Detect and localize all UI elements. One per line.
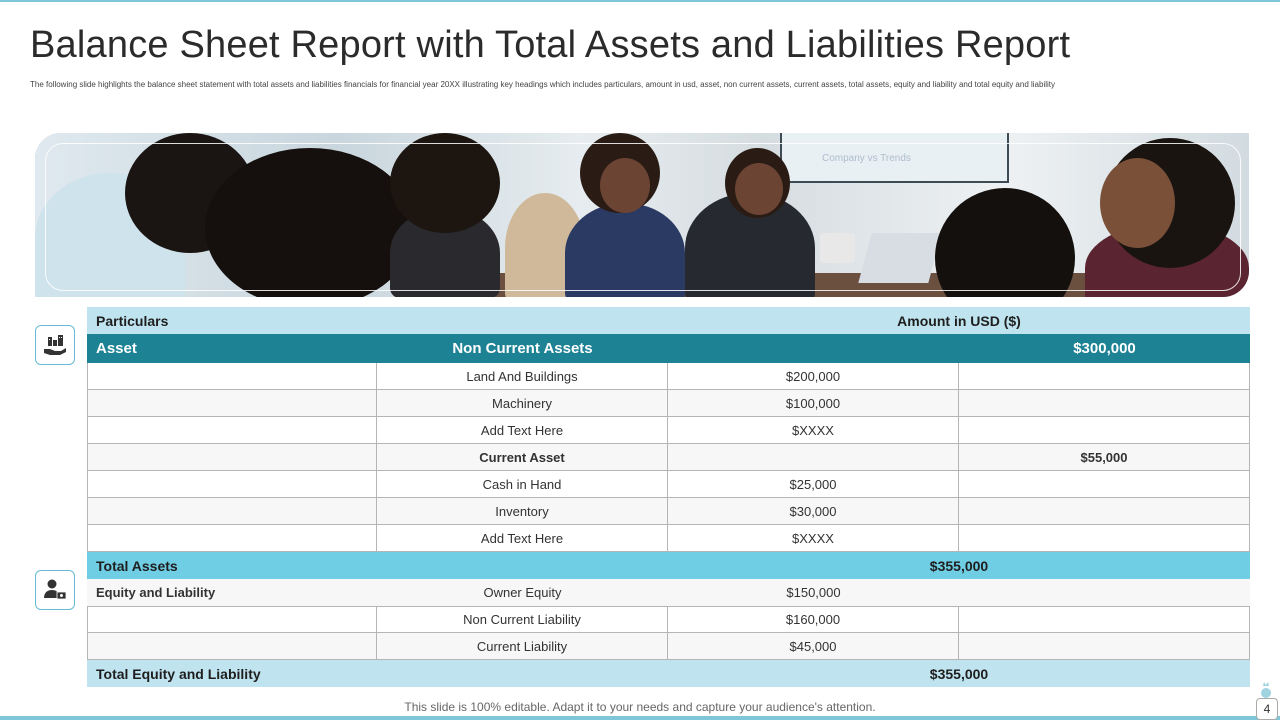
header-particulars: Particulars	[96, 312, 169, 329]
page-number: 4	[1256, 698, 1278, 720]
asset-header-row	[87, 334, 1250, 363]
row-value: $200,000	[668, 363, 959, 390]
table-row	[87, 417, 1250, 444]
hand-holding-buildings-icon	[42, 332, 68, 358]
equity-icon-box	[35, 570, 75, 610]
row-value: $160,000	[668, 606, 959, 633]
asset-icon-box	[35, 325, 75, 365]
current-asset-label: Current Asset	[377, 444, 668, 471]
total-equity-row	[87, 660, 1250, 687]
row-item: Land And Buildings	[377, 363, 668, 390]
page-subtitle: The following slide highlights the balance sheet statement with total assets and liabilities financials for financial year 20XX illustrating key headings which includes particulars, amount in usd, asset, non current assets, current assets, total assets, equity and liability and total equity and liability	[30, 80, 1055, 89]
total-assets-label: Total Assets	[96, 557, 178, 574]
table-row	[87, 525, 1250, 552]
footer-note: This slide is 100% editable. Adapt it to your needs and capture your audience's attention.	[404, 700, 876, 714]
asset-label: Asset	[96, 340, 137, 357]
person-with-money-icon	[42, 577, 68, 603]
header-amount: Amount in USD ($)	[897, 312, 1021, 329]
row-item: Current Liability	[377, 633, 668, 660]
bottom-accent-line	[0, 716, 1280, 720]
screen-text: Company vs Trends	[822, 153, 911, 164]
row-value: $XXXX	[668, 417, 959, 444]
current-asset-total: $55,000	[959, 444, 1250, 471]
meeting-photo-banner	[35, 133, 1249, 297]
table-row	[87, 498, 1250, 525]
banner-outline	[45, 143, 1241, 291]
table-row	[87, 471, 1250, 498]
row-value: $150,000	[786, 585, 841, 600]
balance-sheet-table	[87, 307, 1250, 687]
row-item: Non Current Liability	[377, 606, 668, 633]
total-assets-row	[87, 552, 1250, 579]
row-value: $45,000	[668, 633, 959, 660]
row-item: Add Text Here	[377, 525, 668, 552]
row-value: $25,000	[668, 471, 959, 498]
row-value: $XXXX	[668, 525, 959, 552]
row-item: Machinery	[377, 390, 668, 417]
table-row	[87, 390, 1250, 417]
page-title: Balance Sheet Report with Total Assets and Liabilities Report	[30, 24, 1071, 66]
total-equity-value: $355,000	[929, 665, 989, 682]
row-item: Cash in Hand	[377, 471, 668, 498]
table-row	[87, 633, 1250, 660]
total-assets-value: $355,000	[929, 557, 989, 574]
table-header-row	[87, 307, 1250, 334]
current-asset-header-row	[87, 444, 1250, 471]
row-value: $30,000	[668, 498, 959, 525]
equity-row	[87, 579, 1250, 606]
table-row	[87, 363, 1250, 390]
total-equity-label: Total Equity and Liability	[96, 665, 261, 682]
money-bag-icon	[1260, 682, 1272, 698]
non-current-assets-label: Non Current Assets	[452, 340, 593, 357]
top-accent-line	[0, 0, 1280, 2]
row-item: Owner Equity	[483, 585, 562, 600]
row-item: Inventory	[377, 498, 668, 525]
row-value: $100,000	[668, 390, 959, 417]
equity-label: Equity and Liability	[96, 585, 216, 600]
row-item: Add Text Here	[377, 417, 668, 444]
table-row	[87, 606, 1250, 633]
non-current-assets-total: $300,000	[1073, 340, 1136, 357]
